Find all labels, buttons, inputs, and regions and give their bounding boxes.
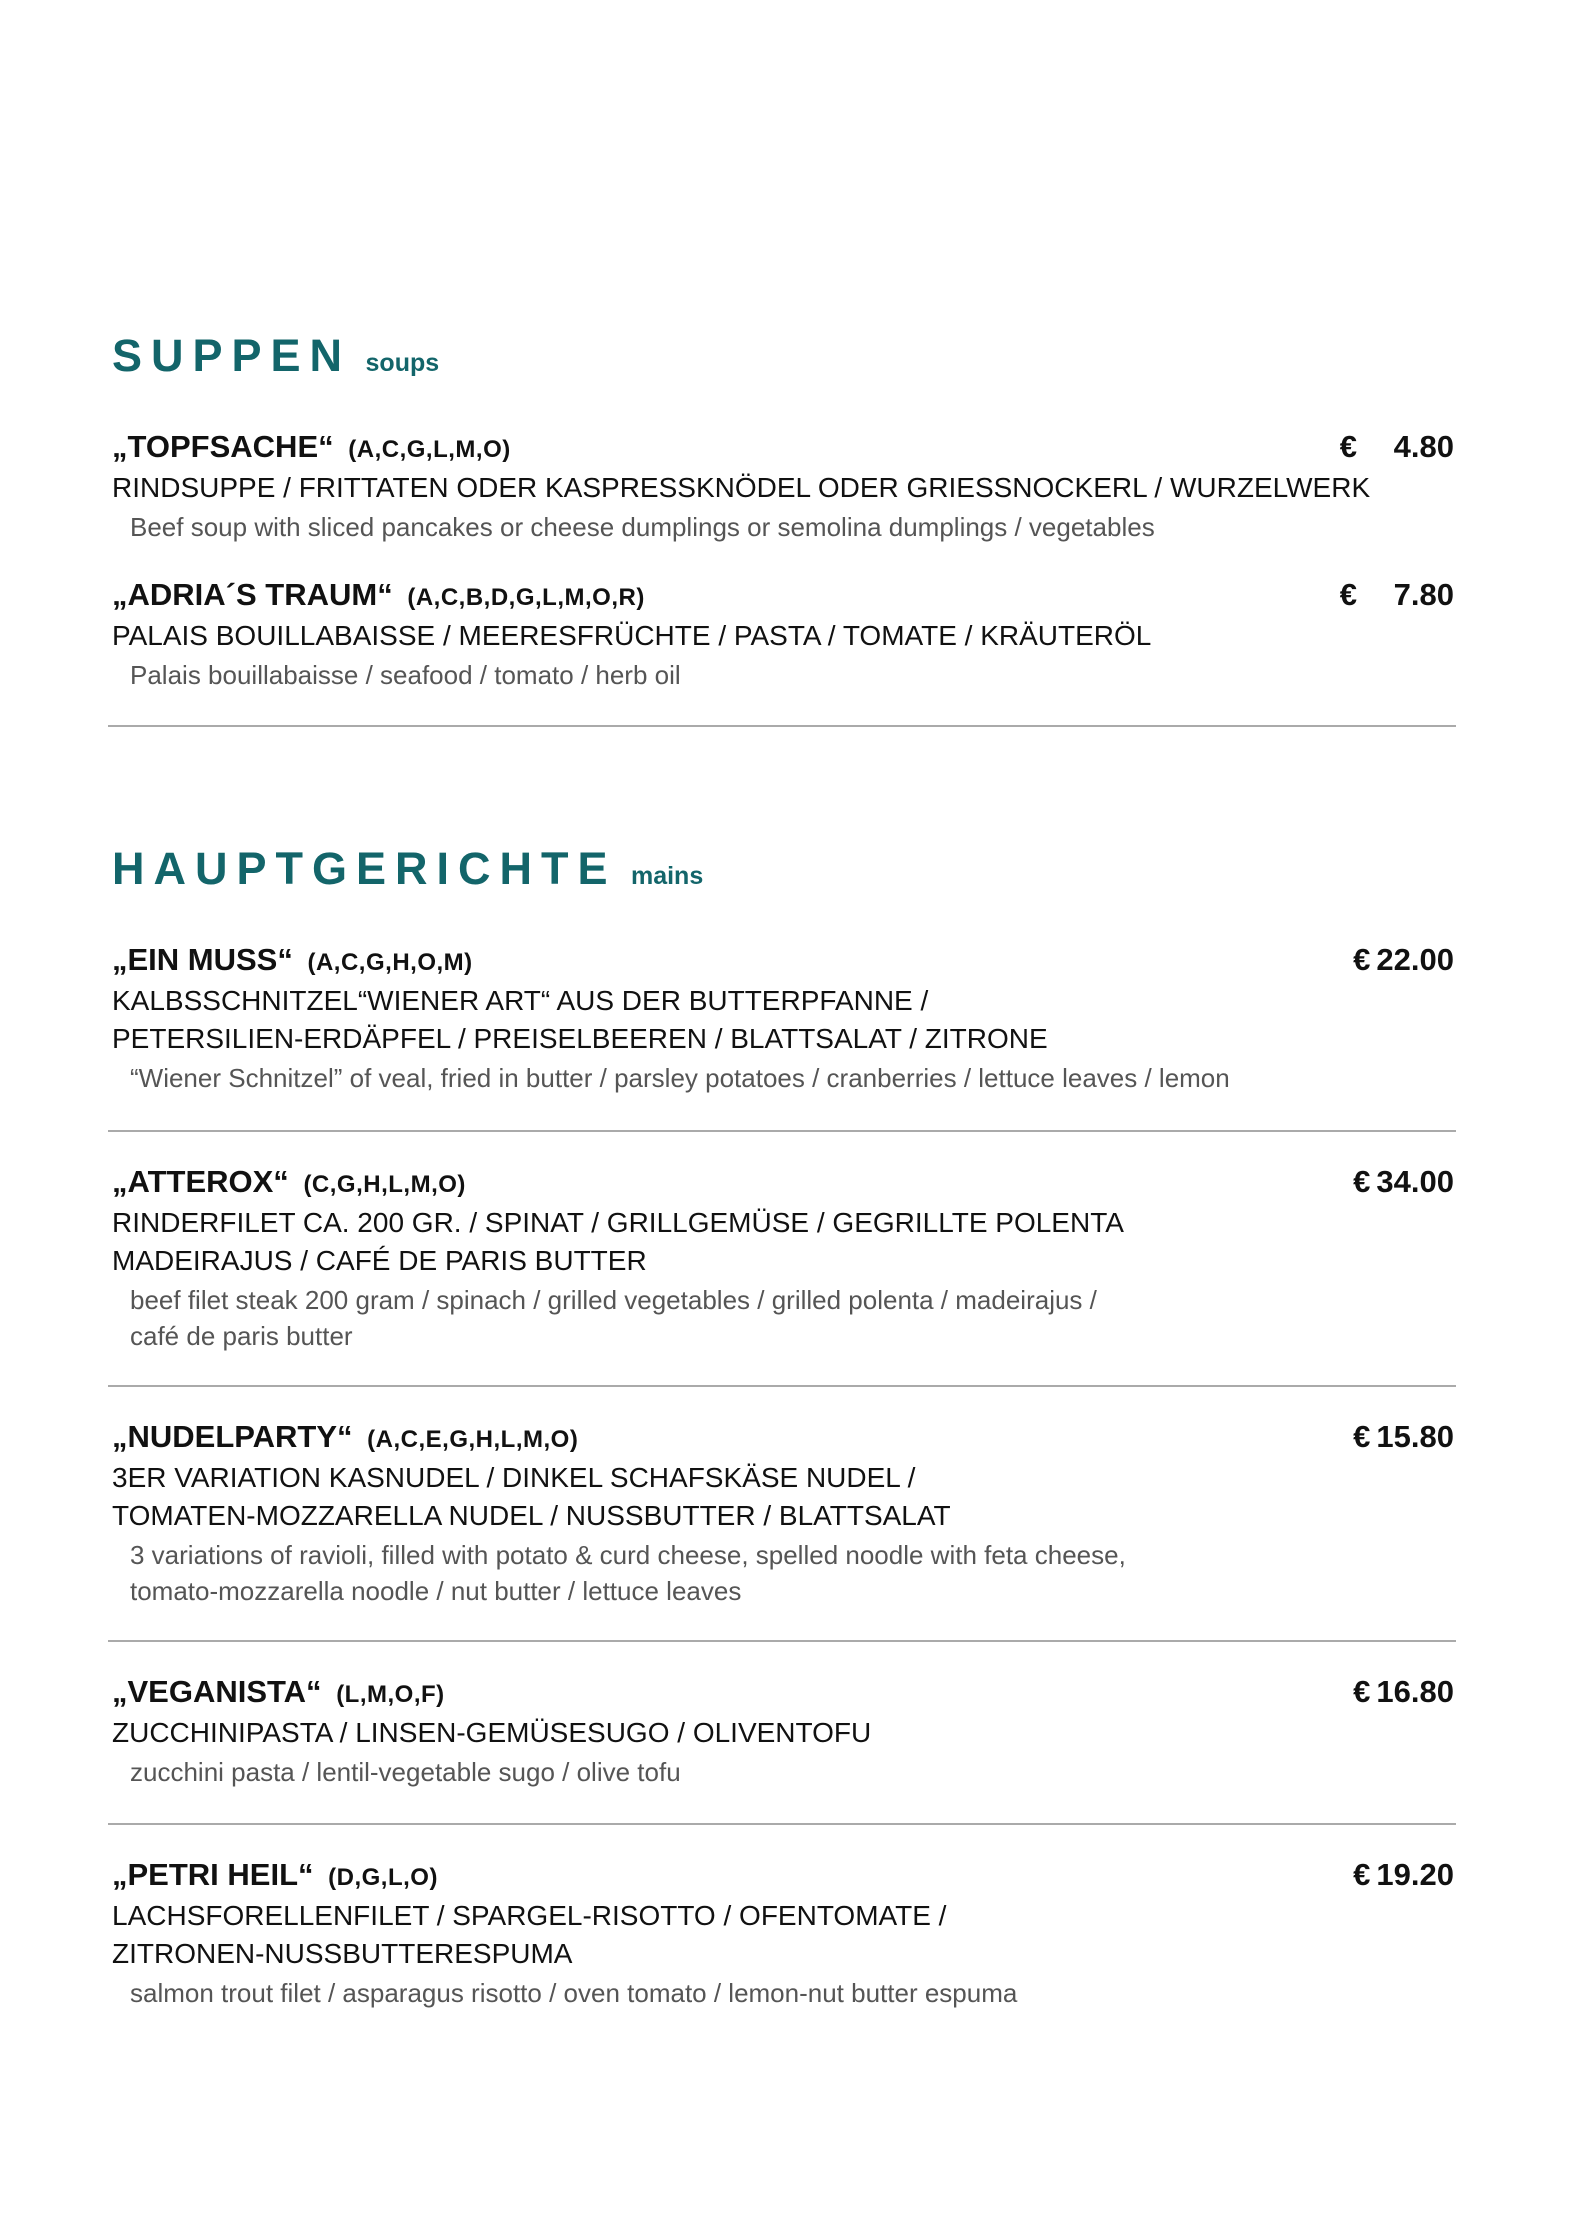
item-description-en: zucchini pasta / lentil-vegetable sugo / olive tofu bbox=[130, 1757, 681, 1787]
price-value: 19.20 bbox=[1376, 1857, 1454, 1892]
divider bbox=[108, 1130, 1456, 1132]
price-value: 7.80 bbox=[1393, 577, 1454, 612]
item-price bbox=[1353, 1163, 1454, 1201]
item-description-de: 3ER VARIATION KASNUDEL / DINKEL SCHAFSKÄSE NUDEL / bbox=[112, 1462, 916, 1493]
item-description-de: ZUCCHINIPASTA / LINSEN-GEMÜSESUGO / OLIVENTOFU bbox=[112, 1717, 872, 1748]
item-description-de: TOMATEN-MOZZARELLA NUDEL / NUSSBUTTER / BLATTSALAT bbox=[112, 1500, 951, 1531]
currency-symbol: € bbox=[1353, 1674, 1371, 1709]
item-allergens: (C,G,H,L,M,O) bbox=[303, 1171, 466, 1198]
item-price bbox=[1353, 1418, 1454, 1456]
item-price bbox=[1340, 428, 1454, 466]
section-heading bbox=[112, 330, 1456, 390]
item-description-de: PALAIS BOUILLABAISSE / MEERESFRÜCHTE / PASTA / TOMATE / KRÄUTERÖL bbox=[112, 620, 1152, 651]
item-allergens: (A,C,G,H,O,M) bbox=[307, 949, 473, 976]
section-hauptgerichte bbox=[112, 843, 1456, 903]
item-price bbox=[1353, 941, 1454, 979]
item-allergens: (A,C,E,G,H,L,M,O) bbox=[367, 1426, 579, 1453]
currency-symbol: € bbox=[1353, 1164, 1371, 1199]
item-description-de: RINDSUPPE / FRITTATEN ODER KASPRESSKNÖDEL ODER GRIESSNOCKERL / WURZELWERK bbox=[112, 472, 1371, 503]
price-value: 4.80 bbox=[1393, 429, 1454, 464]
price-value: 16.80 bbox=[1376, 1674, 1454, 1709]
item-description-de: PETERSILIEN-ERDÄPFEL / PREISELBEEREN / BLATTSALAT / ZITRONE bbox=[112, 1023, 1048, 1054]
item-name: „NUDELPARTY“ bbox=[112, 1419, 353, 1454]
divider bbox=[108, 1385, 1456, 1387]
section-subtitle: soups bbox=[365, 349, 440, 377]
item-description-en: café de paris butter bbox=[130, 1321, 353, 1351]
currency-symbol: € bbox=[1339, 429, 1358, 464]
divider bbox=[108, 1823, 1456, 1825]
item-description-en: beef filet steak 200 gram / spinach / grilled vegetables / grilled polenta / madeirajus / bbox=[130, 1285, 1097, 1315]
item-description-de: MADEIRAJUS / CAFÉ DE PARIS BUTTER bbox=[112, 1245, 647, 1276]
currency-symbol: € bbox=[1353, 1419, 1371, 1454]
item-description-de: KALBSSCHNITZEL“WIENER ART“ AUS DER BUTTERPFANNE / bbox=[112, 985, 929, 1016]
divider bbox=[108, 1640, 1456, 1642]
menu-item-adrias-traum bbox=[112, 576, 1454, 693]
item-name: „EIN MUSS“ bbox=[112, 942, 293, 977]
menu-item-nudelparty bbox=[112, 1418, 1454, 1609]
item-name: „PETRI HEIL“ bbox=[112, 1857, 314, 1892]
item-price bbox=[1353, 1856, 1454, 1894]
item-allergens: (L,M,O,F) bbox=[336, 1681, 445, 1708]
item-description-en: salmon trout filet / asparagus risotto / oven tomato / lemon-nut butter espuma bbox=[130, 1978, 1018, 2008]
item-description-en: 3 variations of ravioli, filled with potato & curd cheese, spelled noodle with feta cheese, bbox=[130, 1540, 1126, 1570]
item-description-de: LACHSFORELLENFILET / SPARGEL-RISOTTO / OFENTOMATE / bbox=[112, 1900, 947, 1931]
section-title: SUPPEN bbox=[112, 330, 352, 381]
divider bbox=[108, 725, 1456, 727]
item-description-en: Beef soup with sliced pancakes or cheese dumplings or semolina dumplings / vegetables bbox=[130, 512, 1155, 542]
item-allergens: (A,C,G,L,M,O) bbox=[348, 436, 511, 463]
item-price bbox=[1340, 576, 1454, 614]
section-heading bbox=[112, 843, 1456, 903]
item-description-en: Palais bouillabaisse / seafood / tomato / herb oil bbox=[130, 660, 681, 690]
menu-item-veganista bbox=[112, 1673, 1454, 1790]
menu-item-atterox bbox=[112, 1163, 1454, 1354]
item-description-en: “Wiener Schnitzel” of veal, fried in butter / parsley potatoes / cranberries / lettuce leaves / lemon bbox=[130, 1063, 1230, 1093]
currency-symbol: € bbox=[1353, 942, 1371, 977]
item-name: „TOPFSACHE“ bbox=[112, 429, 334, 464]
menu-item-ein-muss bbox=[112, 941, 1454, 1096]
item-allergens: (D,G,L,O) bbox=[328, 1864, 438, 1891]
item-description-de: ZITRONEN-NUSSBUTTERESPUMA bbox=[112, 1938, 573, 1969]
item-allergens: (A,C,B,D,G,L,M,O,R) bbox=[407, 584, 645, 611]
item-name: „ATTEROX“ bbox=[112, 1164, 289, 1199]
item-description-en: tomato-mozzarella noodle / nut butter / lettuce leaves bbox=[130, 1576, 742, 1606]
price-value: 15.80 bbox=[1376, 1419, 1454, 1454]
price-value: 34.00 bbox=[1376, 1164, 1454, 1199]
menu-item-topfsache bbox=[112, 428, 1454, 545]
item-name: „VEGANISTA“ bbox=[112, 1674, 322, 1709]
price-value: 22.00 bbox=[1376, 942, 1454, 977]
item-description-de: RINDERFILET CA. 200 GR. / SPINAT / GRILLGEMÜSE / GEGRILLTE POLENTA bbox=[112, 1207, 1124, 1238]
section-suppen bbox=[112, 330, 1456, 390]
currency-symbol: € bbox=[1339, 577, 1358, 612]
section-subtitle: mains bbox=[630, 862, 704, 890]
item-price bbox=[1353, 1673, 1454, 1711]
menu-item-petri-heil bbox=[112, 1856, 1454, 2011]
section-title: HAUPTGERICHTE bbox=[112, 843, 617, 894]
currency-symbol: € bbox=[1353, 1857, 1371, 1892]
item-name: „ADRIA´S TRAUM“ bbox=[112, 577, 393, 612]
